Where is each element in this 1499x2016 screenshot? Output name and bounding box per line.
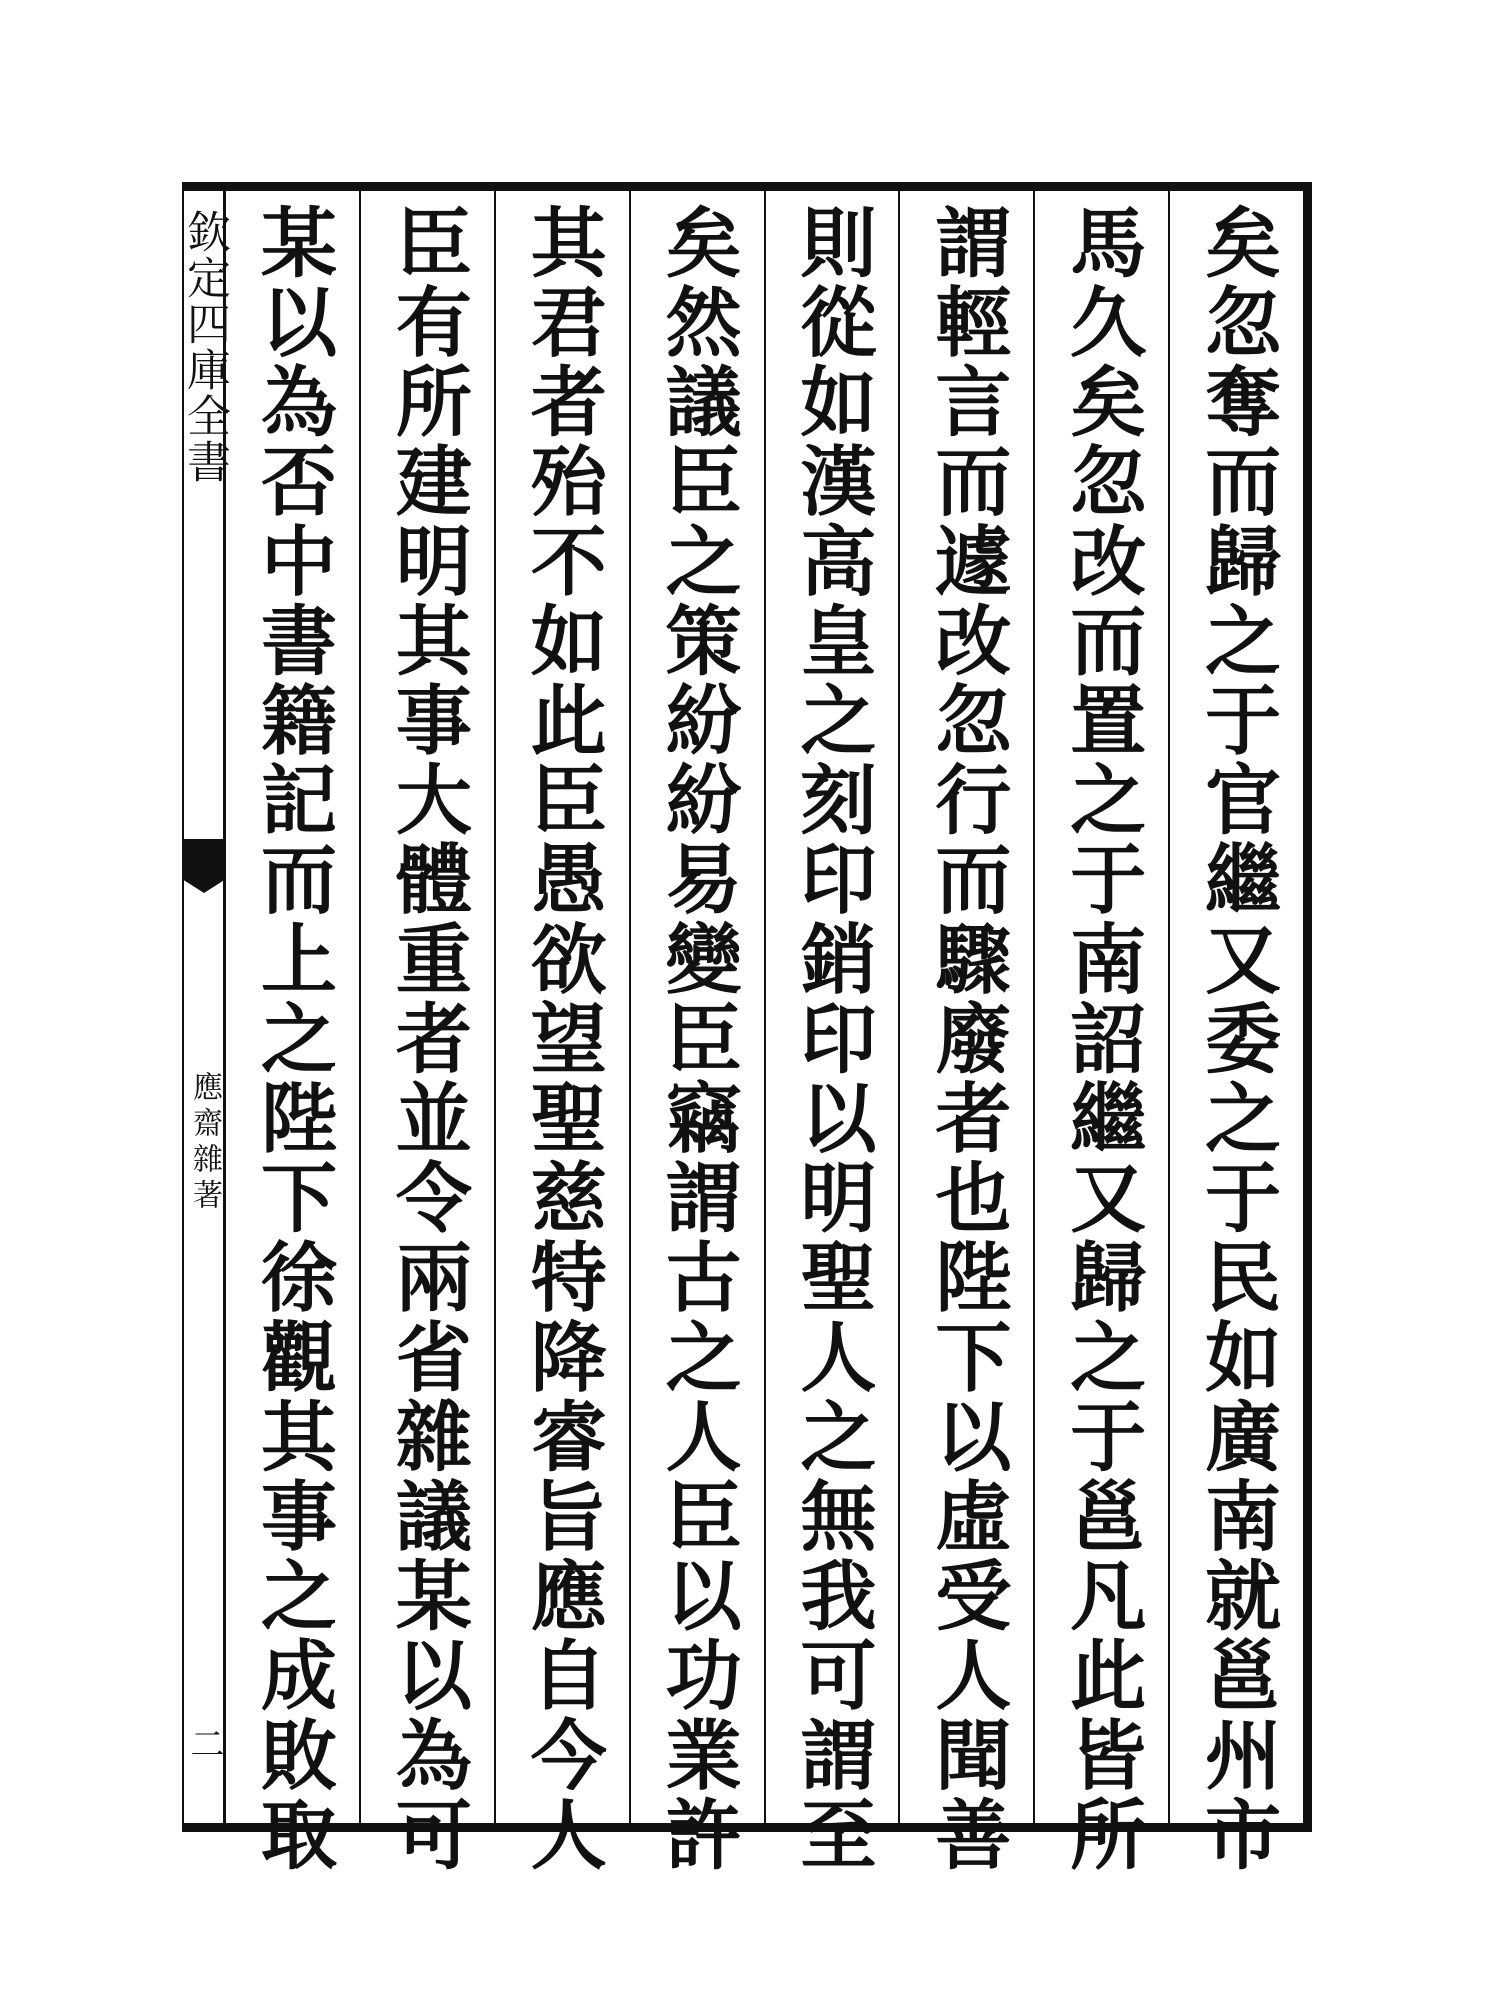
gutter xyxy=(179,191,230,1823)
column-text: 某以為否中書籍記而上之陛下徐觀其事之成敗取 xyxy=(248,203,338,1875)
fishtail-mark xyxy=(182,839,226,879)
text-column-4 xyxy=(764,191,899,1875)
column-text: 臣有所建明其事大體重者並令兩省雜議某以為可 xyxy=(383,203,473,1875)
gutter-title: 欽定四庫全書 xyxy=(179,209,230,485)
text-column-1 xyxy=(1168,191,1303,1875)
column-text: 矣忽奪而歸之于官繼又委之于民如廣南就邕州市 xyxy=(1192,203,1282,1875)
column-text: 則從如漢高皇之刻印銷印以明聖人之無我可謂至 xyxy=(787,203,877,1875)
text-column-5 xyxy=(629,191,764,1875)
text-column-3 xyxy=(898,191,1033,1875)
page-number: 二 xyxy=(184,1726,224,1760)
text-column-7 xyxy=(359,191,494,1875)
text-column-8 xyxy=(226,191,359,1875)
column-text: 謂輕言而遽改忽行而驟廢者也陛下以虛受人聞善 xyxy=(922,203,1012,1875)
text-column-6 xyxy=(494,191,629,1875)
text-columns xyxy=(226,191,1303,1875)
gutter-section-title: 應齋雜著 xyxy=(187,1071,222,1215)
text-column-2 xyxy=(1033,191,1168,1875)
column-text: 矣然議臣之策紛紛易變臣竊謂古之人臣以功業許 xyxy=(653,203,743,1875)
column-text: 馬久矣忽改而置之于南詔繼又歸之于邕凡此皆所 xyxy=(1057,203,1147,1875)
column-text: 其君者殆不如此臣愚欲望聖慈特降睿旨應自今人 xyxy=(518,203,608,1875)
